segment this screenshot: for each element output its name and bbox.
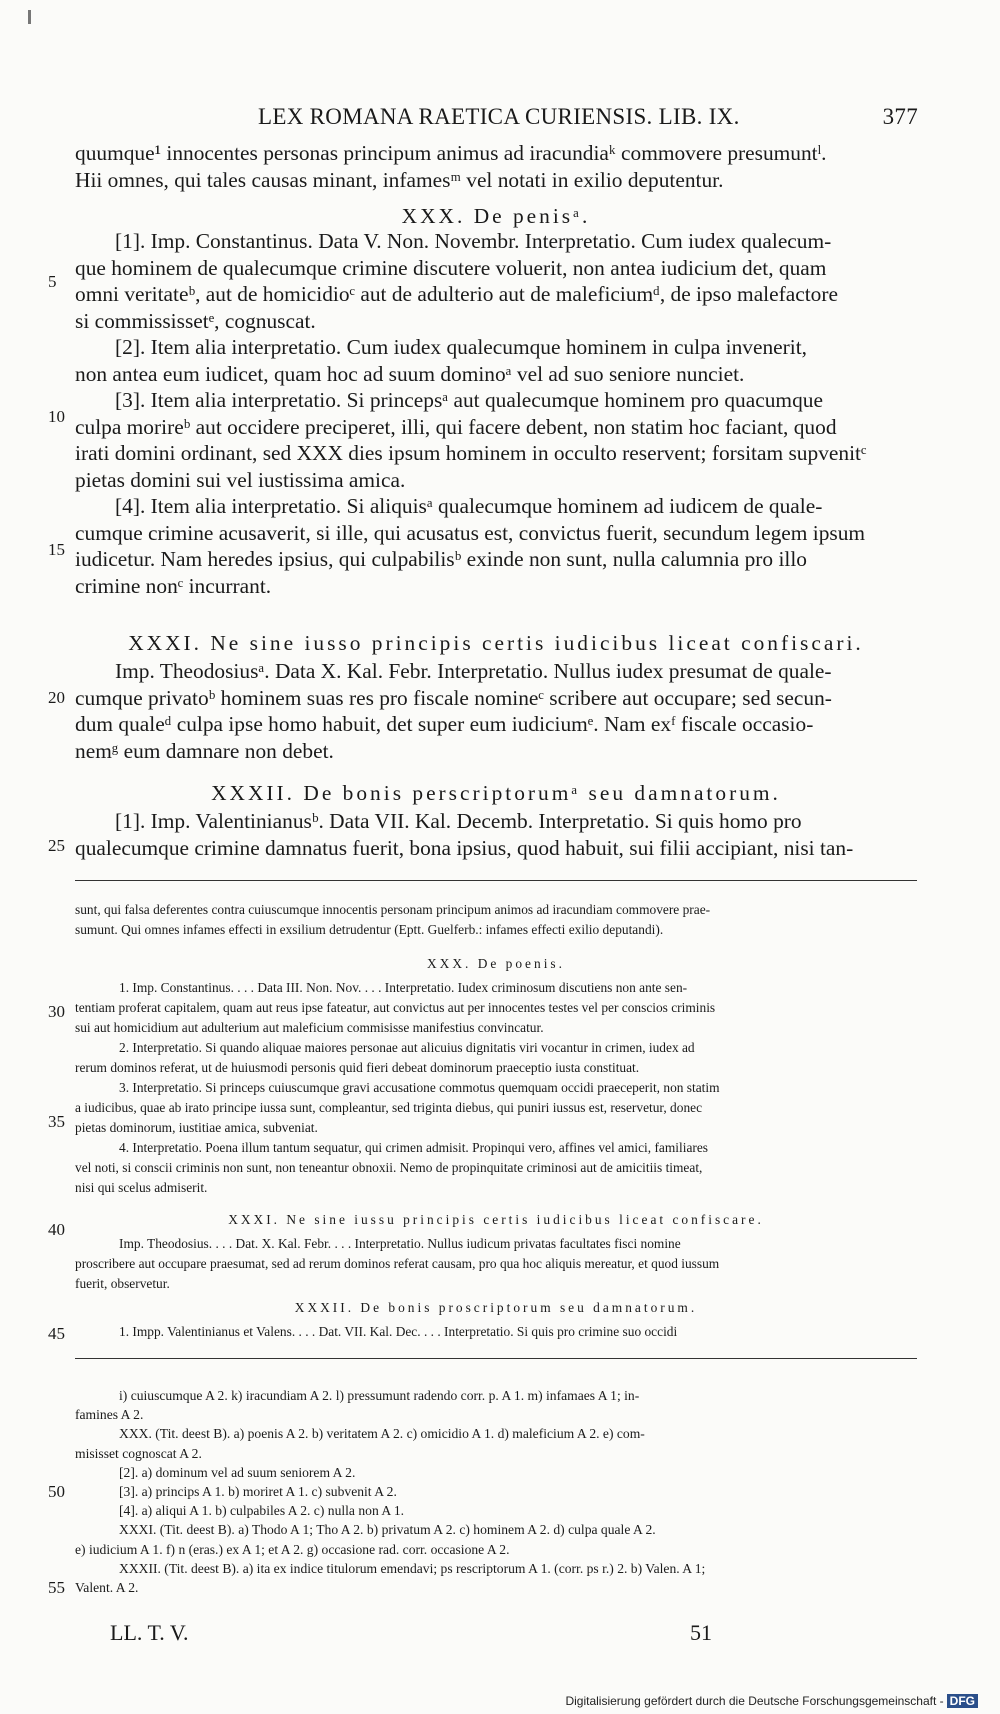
note-line: 3. Interpretatio. Si princeps cuiuscumque gravi accusatione commotus quemquam occidi praeceperit, non statim [119, 1080, 720, 1095]
footer-signature: LL. T. V. [110, 1620, 189, 1645]
text-line: si commississetᵉ, cognuscat. [75, 308, 316, 333]
footer-sheet-number: 51 [690, 1620, 712, 1645]
text-line: Hii omnes, qui tales causas minant, infamesᵐ vel notati in exilio deputentur. [75, 167, 724, 192]
footnote-line: XXXII. (Tit. deest B). a) ita ex indice titulorum emendavi; ps rescriptorum A 1. (corr. ps r.) 2. b) Valen. A 1; [119, 1560, 706, 1576]
main-intro [75, 140, 917, 193]
text-line: nemᵍ eum damnare non debet. [75, 738, 334, 763]
note-line: a iudicibus, quae ab irato principe iussa sunt, compleantur, sed triginta diebus, qui puniri iussus est, reservetur, donec [75, 1100, 703, 1115]
note-line: nisi qui scelus admiserit. [75, 1180, 208, 1195]
digitization-text: Digitalisierung gefördert durch die Deutsche Forschungsgemeinschaft - [565, 1694, 944, 1708]
text-line: [1]. Imp. Constantinus. Data V. Non. Novembr. Interpretatio. Cum iudex qualecum- [115, 229, 832, 253]
note-line: fuerit, observetur. [75, 1276, 170, 1291]
text-line: irati domini ordinant, sed XXX dies ipsum hominem in occulto reservent; forsitam supvenitᶜ [75, 441, 867, 465]
footnote-line: i) cuiuscumque A 2. k) iracundiam A 2. l) pressumunt radendo corr. p. A 1. m) infamaes A 1; in- [119, 1388, 640, 1403]
text-line: quumque¹ innocentes personas principum animus ad iracundiaᵏ commovere presumuntˡ. [75, 141, 827, 165]
note-line: 4. Interpretatio. Poena illum tantum sequatur, qui crimen admisit. Propinqui vero, affines vel amici, familiares [119, 1140, 708, 1155]
page-number: 377 [882, 104, 918, 129]
text-line: cumque crimine acusaverit, si ille, qui acusatus est, convictus fuerit, secundum legem ipsum [75, 520, 866, 545]
running-header [258, 104, 918, 130]
text-line: omni veritateᵇ, aut de homicidioᶜ aut de adulterio aut de maleficiumᵈ, de ipso malefactore [75, 282, 838, 306]
section-xxx-text [75, 228, 917, 599]
text-line: Imp. Theodosiusᵃ. Data X. Kal. Febr. Interpretatio. Nullus iudex presumat de quale- [115, 659, 832, 683]
notes-title-xxxii: XXXII. De bonis proscriptorum seu damnatorum. [294, 1300, 698, 1315]
text-line: que hominem de qualecumque crimine discutere voluerit, non antea iudicium det, quam [75, 255, 827, 280]
text-line: [1]. Imp. Valentinianusᵇ. Data VII. Kal. Decemb. Interpretatio. Si quis homo pro [115, 809, 802, 833]
text-line: non antea eum iudicet, quam hoc ad suum dominoᵃ vel ad suo seniore nunciet. [75, 361, 745, 386]
footnote-line: misisset cognoscat A 2. [75, 1445, 202, 1461]
note-line: tentiam proferat capitalem, quam aut reus ipse fateatur, aut convictus aut per innocentes testes vel per conscios criminis [75, 1000, 716, 1015]
line-number: 55 [48, 1578, 65, 1597]
note-line: 2. Interpretatio. Si quando aliquae maiores personae aut alicuius dignitatis viri vocantur in crimen, iudex ad [119, 1040, 695, 1055]
note-line: pietas dominorum, iustitiae amica, subveniat. [75, 1120, 318, 1135]
note-line: proscribere aut occupare praesumat, sed ad rerum dominos referat causam, pro qua hoc aliquis mereatur, et quod iussum [75, 1256, 720, 1271]
digitization-credit [565, 1694, 978, 1708]
line-number: 35 [48, 1112, 65, 1131]
text-line: [4]. Item alia interpretatio. Si aliquisᵃ qualecumque hominem ad iudicem de quale- [115, 494, 823, 518]
line-number: 40 [48, 1220, 65, 1239]
line-number: 5 [48, 272, 57, 291]
note-line: rerum dominos referat, ut de huiusmodi personis quid fieri debeat dominorum praeceptio iusta constituat. [75, 1060, 640, 1075]
footnote-line: [4]. a) aliqui A 1. b) culpabiles A 2. c) nulla non A 1. [119, 1503, 405, 1519]
note-line: Imp. Theodosius. . . . Dat. X. Kal. Febr. . . . Interpretatio. Nullus iudicum privatas facultates fisci nomine [119, 1236, 681, 1251]
footnote-line: Valent. A 2. [75, 1580, 139, 1596]
note-line: vel noti, si conscii criminis non sunt, non teneantur obnoxii. Nemo de propinquitate criminosi aut de amicitiis timeat, [75, 1160, 703, 1175]
notes-title-xxx: XXX. De poenis. [427, 956, 565, 971]
footnotes [75, 1386, 917, 1597]
dfg-logo: DFG [947, 1694, 978, 1708]
footnote-line: XXX. (Tit. deest B). a) poenis A 2. b) veritatem A 2. c) omicidio A 1. d) maleficium A 2. e) com- [119, 1426, 645, 1442]
line-number: 10 [48, 407, 65, 426]
line-number: 30 [48, 1002, 65, 1021]
footnote-line: [2]. a) dominum vel ad suum seniorem A 2. [119, 1464, 356, 1480]
section-title-xxxii: XXXII. De bonis perscriptorumᵃ seu damnatorum. [211, 781, 781, 805]
text-line: qualecumque crimine damnatus fuerit, bona ipsius, quod habuit, sui filii accipiant, nisi tan- [75, 835, 854, 860]
notes-intro [75, 900, 917, 940]
line-number: 15 [48, 540, 65, 559]
edge-mark [28, 10, 31, 24]
text-line: [3]. Item alia interpretatio. Si princepsᵃ aut qualecumque hominem pro quacumque [115, 388, 823, 412]
text-line: iudicetur. Nam heredes ipsius, qui culpabilisᵇ exinde non sunt, nulla calumnia pro illo [75, 547, 807, 571]
line-number: 25 [48, 836, 65, 855]
line-number: 45 [48, 1324, 65, 1343]
note-line: 1. Imp. Constantinus. . . . Data III. Non. Nov. . . . Interpretatio. Iudex criminosum discutiens non ante sen- [119, 980, 688, 995]
note-line: sui aut homicidium aut adulterium aut maleficium commisisse manifestius convincatur. [75, 1020, 544, 1035]
header-title: LEX ROMANA RAETICA CURIENSIS. LIB. IX. [258, 104, 740, 129]
notes-xxx-text [75, 978, 917, 1198]
divider [75, 880, 917, 881]
notes-xxxi-text [75, 1234, 917, 1294]
text-line: culpa morireᵇ aut occidere preciperet, illi, qui facere debent, non statim hoc faciant, quod [75, 414, 837, 439]
text-line: pietas domini sui vel iustissima amica. [75, 467, 406, 492]
line-number: 50 [48, 1482, 65, 1501]
footnote-line: XXXI. (Tit. deest B). a) Thodo A 1; Tho A 2. b) privatum A 2. c) hominem A 2. d) culpa quale A 2. [119, 1522, 656, 1538]
text-line: [2]. Item alia interpretatio. Cum iudex qualecumque hominem in culpa invenerit, [115, 335, 808, 359]
text-line: crimine nonᶜ incurrant. [75, 573, 272, 598]
footnote-line: famines A 2. [75, 1407, 144, 1423]
section-title-xxx: XXX. De penisᵃ. [401, 204, 591, 228]
section-xxxi-text [75, 658, 917, 764]
text-line: dum qualeᵈ culpa ipse homo habuit, det super eum iudiciumᵉ. Nam exᶠ fiscale occasio- [75, 712, 814, 736]
note-line: sumunt. Qui omnes infames effecti in exsilium detrudentur (Eptt. Guelferb.: infames effecti exilio deputandi). [75, 922, 664, 937]
footnote-line: [3]. a) princips A 1. b) moriret A 1. c) subvenit A 2. [119, 1484, 397, 1500]
text-line: cumque privatoᵇ hominem suas res pro fiscale nomineᶜ scribere aut occupare; sed secun- [75, 685, 832, 710]
line-number: 20 [48, 688, 65, 707]
notes-xxxii-text [75, 1322, 917, 1342]
footnote-line: e) iudicium A 1. f) n (eras.) ex A 1; et A 2. g) occasione rad. corr. occasione A 2. [75, 1541, 510, 1557]
section-xxxii-text [75, 808, 917, 861]
note-line: sunt, qui falsa deferentes contra cuiuscumque innocentis personam principum animos ad iracundiam commovere prae- [75, 902, 711, 917]
section-title-xxxi: XXXI. Ne sine iusso principis certis iudicibus liceat confiscari. [128, 631, 864, 655]
divider [75, 1358, 917, 1359]
notes-title-xxxi: XXXI. Ne sine iussu principis certis iudicibus liceat confiscare. [228, 1212, 764, 1227]
note-line: 1. Impp. Valentinianus et Valens. . . . Dat. VII. Kal. Dec. . . . Interpretatio. Si quis pro crimine suo occidi [119, 1324, 678, 1339]
